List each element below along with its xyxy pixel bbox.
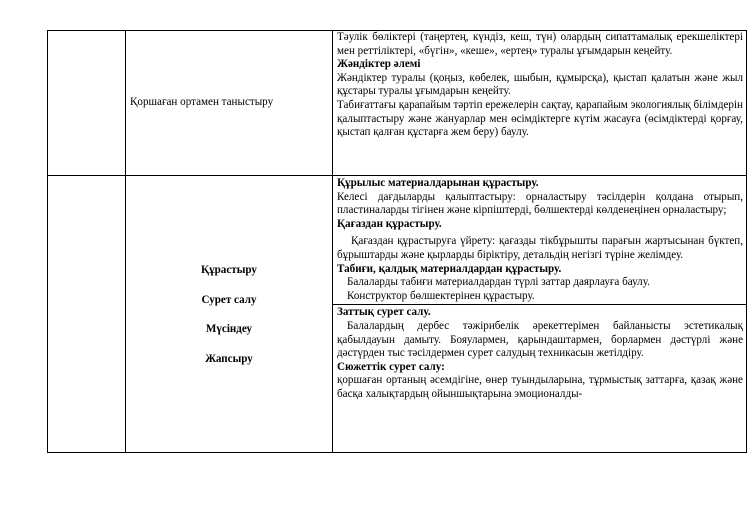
- content-cell: [333, 31, 747, 176]
- paragraph: Табиғаттағы қарапайым тәртіп ережелерін сақтау, қарапайым экологиялық білімдерін қалыптастыру және жануарлар мен өсімдіктерге күтім жасауға (өсімдіктерді қорғау, қыстап қалған құстарға жем беру) баулу.: [337, 98, 743, 139]
- section-heading: Құрылыс материалдарынан құрастыру.: [337, 177, 539, 189]
- area-item: Жапсыру: [205, 352, 253, 365]
- area-item: Мүсіндеу: [205, 323, 253, 336]
- curriculum-table: [47, 30, 747, 453]
- empty-cell: [48, 31, 126, 176]
- section-heading: Сюжеттік сурет салу:: [337, 360, 445, 373]
- paragraph: Жәндіктер туралы (қоңыз, көбелек, шыбын, құмырсқа), қыстап қалатын және жыл құстары туралы ұғымдарын кеңейту.: [337, 71, 743, 98]
- paragraph: Қағаздан құрастыруға үйрету: қағазды тікбұрышты парағын жартысынан бүктеп, бұрыштарды және қырларды біріктіру, детальдің негізгі түріне желімдеу.: [337, 235, 743, 261]
- table-row: [48, 176, 747, 453]
- section-heading: Жәндіктер әлемі: [337, 58, 421, 71]
- area-list-cell: [126, 176, 333, 453]
- area-cell: [126, 31, 333, 176]
- paragraph: Балалардың дербес тәжірибелік әрекеттерімен байланысты эстетикалық қабылдауын дамыту. Бояулармен, қарындаштармен, борлармен дәстүрлі және дәстүрден тыс тәсілдермен сурет салудың техникасын жетілдіру.: [337, 319, 743, 360]
- paragraph: Тәулік бөліктері (таңертең, күндіз, кеш, түн) олардың сипаттамалық ерекшеліктері мен реттіліктері, «бүгін», «кеше», «ертең» туралы ұғымдарын кеңейту.: [337, 31, 743, 57]
- section-heading: Қағаздан құрастыру.: [337, 217, 442, 230]
- paragraph: Балаларды табиғи материалдардан түрлі заттар даярлауға баулу.: [347, 276, 650, 289]
- area-item: Сурет салу: [201, 293, 257, 306]
- empty-cell: [48, 176, 126, 453]
- paragraph: Келесі дағдыларды қалыптастыру: орналастыру тәсілдерін қолдана отырып, пластиналарды тігінен және кірпіштерді, бөлшектерді көлденеңінен орналастыру;: [337, 190, 743, 217]
- content-cell: [333, 176, 747, 453]
- paragraph: қоршаған ортаның әсемдігіне, өнер туындыларына, тұрмыстық заттарға, қазақ және басқа халықтардың ойыншықтарына эмоционалды-: [337, 374, 743, 400]
- area-label: Қоршаған ортамен таныстыру: [130, 96, 274, 109]
- section-heading: Заттық сурет салу.: [337, 306, 431, 319]
- area-item: Құрастыру: [201, 264, 257, 276]
- table-row: [48, 31, 747, 176]
- paragraph: Конструктор бөлшектерінен құрастыру.: [333, 290, 746, 306]
- section-heading: Табиғи, қалдық материалдардан құрастыру.: [337, 262, 562, 275]
